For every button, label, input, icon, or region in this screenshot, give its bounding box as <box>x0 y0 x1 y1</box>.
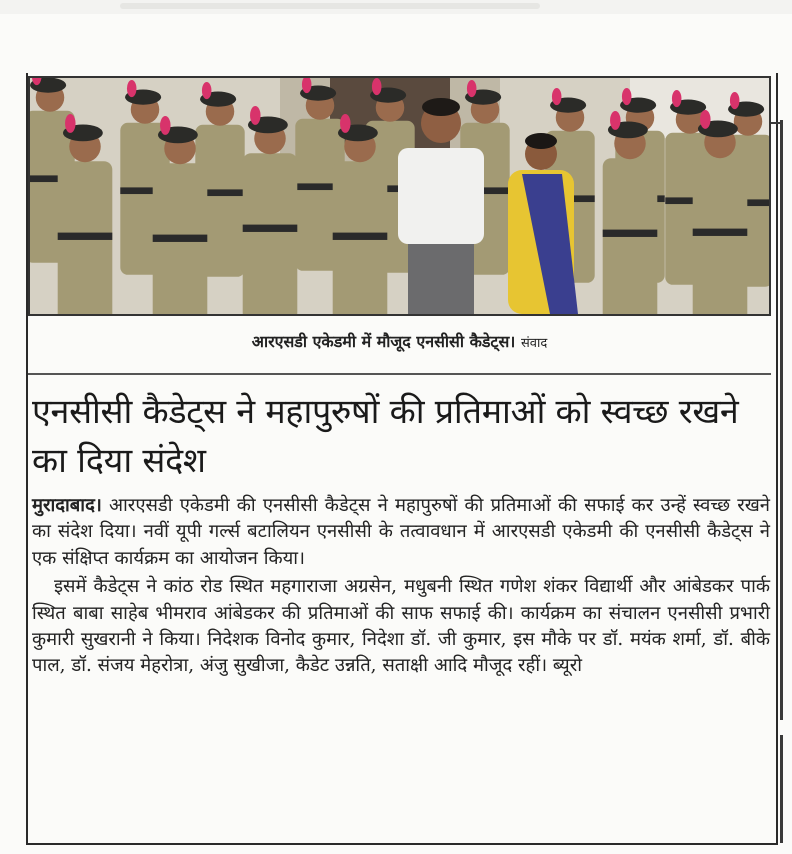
cadet-front-3-uniform <box>243 153 298 314</box>
caption-source: संवाद <box>520 336 548 351</box>
woman-hair <box>525 133 557 149</box>
cadet-back-5-plume <box>372 78 382 95</box>
article-paragraph-1 <box>32 493 770 572</box>
article-headline: एनसीसी कैडेट्स ने महापुरुषों की प्रतिमाओं को स्वच्छ रखने का दिया संदेश <box>32 392 739 481</box>
cadet-front-6-belt <box>603 230 658 237</box>
article-body <box>32 493 770 680</box>
cadet-front-4-belt <box>333 233 388 240</box>
cadet-front-5-plume <box>700 110 711 129</box>
cadet-front-4-plume <box>340 114 351 133</box>
dateline: मुरादाबाद। <box>32 495 102 516</box>
cadet-front-6-plume <box>610 111 621 130</box>
man-shirt <box>398 148 484 244</box>
cadet-back-10-plume <box>730 92 740 109</box>
man-hair <box>422 98 460 116</box>
cadet-back-9-plume <box>672 90 682 107</box>
cropped-text-blur <box>120 3 540 9</box>
cadet-front-2-plume <box>160 116 171 135</box>
cadet-back-2-plume <box>127 80 137 97</box>
column-divider-lower <box>780 735 783 843</box>
cadet-front-1-belt <box>58 233 113 240</box>
cadet-back-3-plume <box>202 82 212 99</box>
cadet-back-8-plume <box>622 88 632 105</box>
man-trousers <box>408 244 474 314</box>
cadet-front-3-plume <box>250 106 260 125</box>
caption-divider <box>28 373 771 375</box>
cadet-front-5-belt <box>693 229 748 236</box>
column-divider <box>780 120 783 720</box>
photo-caption <box>28 330 771 352</box>
cadet-back-7-plume <box>552 88 562 105</box>
group-photo-illustration <box>30 78 769 314</box>
cadet-front-2-belt <box>153 235 208 242</box>
caption-text: आरएसडी एकेडमी में मौजूद एनसीसी कैडेट्स। <box>251 332 516 351</box>
cadet-back-6-plume <box>467 80 477 97</box>
previous-article-strip <box>0 0 792 14</box>
cadet-front-1-plume <box>65 114 76 133</box>
cadet-front-3-belt <box>243 225 298 232</box>
paragraph-1-text: आरएसडी एकेडमी की एनसीसी कैडेट्स ने महापुरुषों की प्रतिमाओं की सफाई कर उन्हें स्वच्छ रखने का संदेश दिया। नवीं यूपी गर्ल्स बटालियन एनसीसी के तत्वावधान में आरएसडी एकेडमी की एनसीसी कैडेट्स ने एक संक्षिप्त कार्यक्रम का आयोजन किया। <box>32 495 770 569</box>
article-paragraph-2: इसमें कैडेट्स ने कांठ रोड स्थित महगाराजा अग्रसेन, मधुबनी स्थित गणेश शंकर विद्यार्थी और आंबेडकर पार्क स्थित बाबा साहेब भीमराव आंबेडकर की प्रतिमाओं की साफ सफाई की। कार्यक्रम का संचालन एनसीसी प्रभारी कुमारी सुखरानी ने किया। निदेशक विनोद कुमार, निदेशा डॉ. जी कुमार, इस मौके पर डॉ. मयंक शर्मा, डॉ. बीके पाल, डॉ. संजय मेहरोत्रा, अंजु सुखीजा, कैडेट उन्नति, सताक्षी आदि मौजूद रहीं। ब्यूरो <box>32 576 770 677</box>
article-photo <box>28 76 771 316</box>
